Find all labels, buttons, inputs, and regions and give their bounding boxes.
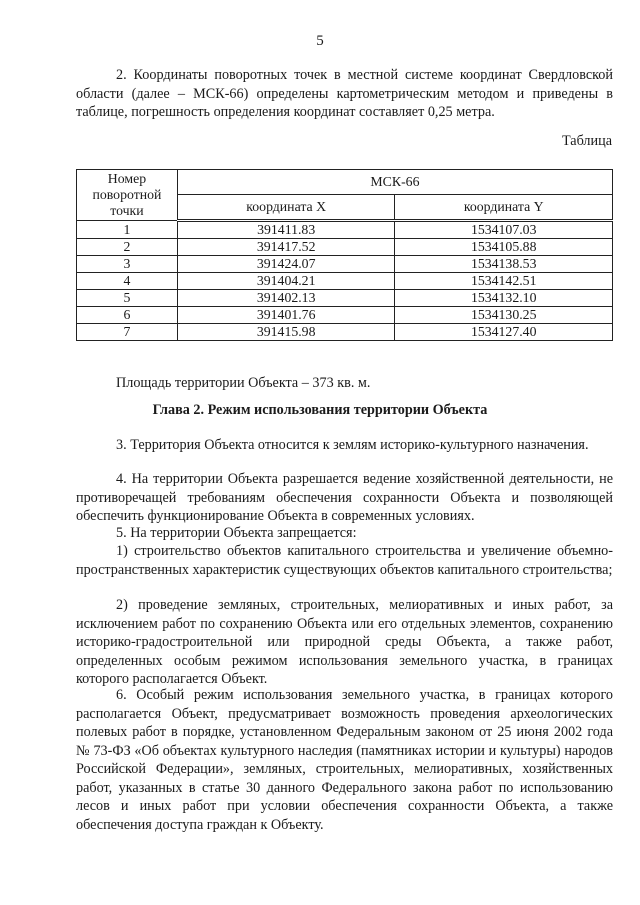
table-caption: Таблица: [561, 133, 612, 149]
cell-y: 1534130.25: [395, 307, 613, 324]
paragraph-3: 3. Территория Объекта относится к землям историко-культурного назначения.: [116, 437, 589, 453]
cell-y: 1534107.03: [395, 221, 613, 239]
cell-y: 1534105.88: [395, 239, 613, 256]
table-row: [77, 256, 613, 273]
table-row: [77, 290, 613, 307]
cell-number: 2: [77, 239, 178, 256]
header-y-label: координата Y: [463, 198, 544, 214]
table-row: [77, 273, 613, 290]
table-row: [77, 221, 613, 239]
cell-number: 6: [77, 307, 178, 324]
paragraph-6: 6. Особый режим использования земельного участка, в границах которого располагается Объект, предусматривает возможность проведения археологических полевых работ в порядке, установленном Федеральным законом от 25 июня 2002 года № 73-ФЗ «Об объектах культурного наследия (памятниках истории и культуры) народов Российской Федерации», земляных, строительных, мелиоративных, хозяйственных работ, указанных в статье 30 данного Федерального закона работ по использованию лесов и иных работ при условии обеспечения сохранности Объекта, а также обеспечения доступа граждан к Объекту.: [76, 687, 613, 833]
cell-number: 4: [77, 273, 178, 290]
table-row: [77, 239, 613, 256]
cell-number: 5: [77, 290, 178, 307]
header-x-label: координата X: [246, 198, 327, 214]
paragraph-5-item-2: 2) проведение земляных, строительных, мелиоративных и иных работ, за исключением работ по сохранению Объекта или его отдельных элементов, сохранению историко-градостроительной или природной среды Объекта, а также работ, определенных особым режимом использования земельного участка, в границах которого располагается Объект.: [76, 597, 613, 687]
chapter-title: Глава 2. Режим использования территории Объекта: [152, 402, 488, 418]
cell-y: 1534142.51: [395, 273, 613, 290]
cell-x: 391415.98: [177, 324, 395, 341]
cell-x: 391402.13: [177, 290, 395, 307]
area-text: Площадь территории Объекта – 373 кв. м.: [116, 375, 371, 391]
cell-x: 391411.83: [177, 221, 395, 239]
paragraph-2: 2. Координаты поворотных точек в местной системе координат Свердловской области (далее – МСК-66) определены картометрическим методом и приведены в таблице, погрешность определения координат составляет 0,25 метра.: [76, 67, 613, 120]
cell-number: 7: [77, 324, 178, 341]
coordinates-table: [76, 169, 613, 341]
cell-number: 3: [77, 256, 178, 273]
cell-x: 391404.21: [177, 273, 395, 290]
header-point-number: Номер поворотной точки: [77, 170, 178, 221]
cell-y: 1534132.10: [395, 290, 613, 307]
cell-y: 1534127.40: [395, 324, 613, 341]
header-x: [177, 194, 395, 220]
table-row: [77, 324, 613, 341]
header-y: [395, 194, 613, 220]
cell-y: 1534138.53: [395, 256, 613, 273]
table-row: [77, 307, 613, 324]
paragraph-5: 5. На территории Объекта запрещается:: [116, 525, 357, 541]
paragraph-5-item-1: 1) строительство объектов капитального строительства и увеличение объемно-пространственных характеристик существующих объектов капитального строительства;: [76, 543, 613, 578]
header-coordinate-system: МСК-66: [177, 170, 612, 195]
cell-x: 391401.76: [177, 307, 395, 324]
cell-x: 391417.52: [177, 239, 395, 256]
cell-x: 391424.07: [177, 256, 395, 273]
page-number: 5: [316, 33, 324, 49]
paragraph-4: 4. На территории Объекта разрешается ведение хозяйственной деятельности, не противоречащей требованиям обеспечения сохранности Объекта и позволяющей обеспечить функционирование Объекта в современных условиях.: [76, 471, 613, 524]
cell-number: 1: [77, 221, 178, 239]
